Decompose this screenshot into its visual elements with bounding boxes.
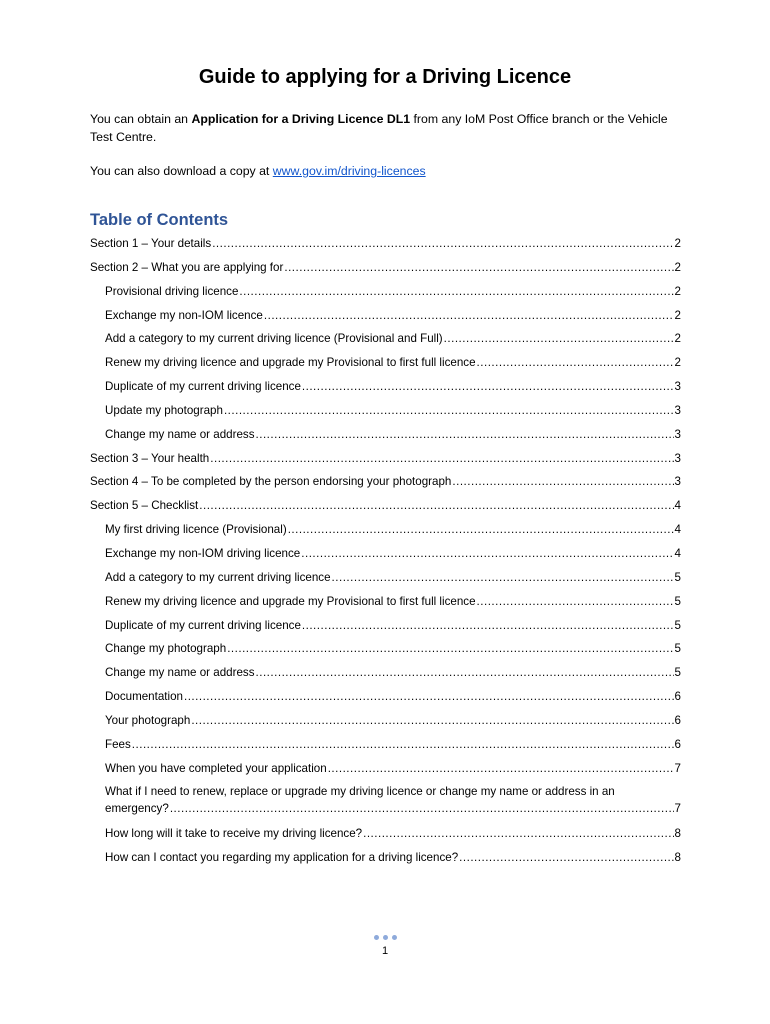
- toc-entry-emergency[interactable]: [105, 784, 681, 817]
- toc-entry-first-licence[interactable]: My first driving licence (Provisional) ..... 4: [105, 522, 681, 538]
- toc-heading: Table of Contents: [90, 211, 229, 229]
- toc-entry-duplicate-2[interactable]: Duplicate of my current driving licence ..... 5: [105, 618, 681, 634]
- toc-entry-provisional[interactable]: Provisional driving licence ..... 2: [105, 284, 681, 300]
- toc-entry-how-long[interactable]: How long will it take to receive my driving licence? ..... 8: [105, 826, 681, 842]
- toc-entry-exchange[interactable]: Exchange my non-IOM licence ..... 2: [105, 308, 681, 324]
- document-title: Guide to applying for a Driving Licence: [198, 66, 572, 88]
- toc-entry-duplicate[interactable]: Duplicate of my current driving licence ..... 3: [105, 379, 681, 395]
- intro-suffix: from any IoM Post Office branch or the Vehicle Test Centre.: [90, 112, 668, 144]
- toc-entry-section-3[interactable]: Section 3 – Your health ..... 3: [90, 451, 681, 467]
- download-prefix: You can also download a copy at: [90, 164, 273, 178]
- download-link[interactable]: www.gov.im/driving-licences: [272, 164, 426, 178]
- toc-entry-change-name-address-2[interactable]: Change my name or address ..... 5: [105, 665, 681, 681]
- toc-entry-fees[interactable]: Fees ..... 6: [105, 737, 681, 753]
- toc-entry-renew-upgrade-2[interactable]: Renew my driving licence and upgrade my Provisional to first full licence ..... 5: [105, 594, 681, 610]
- toc-entry-add-category[interactable]: Add a category to my current driving licence (Provisional and Full) ..... 2: [105, 331, 681, 347]
- toc-entry-change-photograph[interactable]: Change my photograph ..... 5: [105, 641, 681, 657]
- toc-entry-emergency-line2: emergency?: [105, 801, 169, 815]
- toc-entry-update-photograph[interactable]: Update my photograph ..... 3: [105, 403, 681, 419]
- toc-entry-section-1[interactable]: Section 1 – Your details ..... 2: [90, 236, 681, 252]
- toc-entry-contact[interactable]: How can I contact you regarding my application for a driving licence? ..... 8: [105, 850, 681, 866]
- footer-ellipsis-icon: [0, 935, 770, 940]
- toc-entry-completed-application[interactable]: When you have completed your application ..... 7: [105, 761, 681, 777]
- toc-entry-section-4[interactable]: Section 4 – To be completed by the person endorsing your photograph ..... 3: [90, 474, 681, 490]
- download-paragraph: [90, 162, 690, 180]
- toc-entry-exchange-non-iom[interactable]: Exchange my non-IOM driving licence ..... 4: [105, 546, 681, 562]
- intro-prefix: You can obtain an: [90, 112, 192, 126]
- toc-entry-emergency-line1: What if I need to renew, replace or upgrade my driving licence or change my name or address in an: [105, 785, 615, 798]
- toc-entry-emergency-page: 7: [674, 801, 681, 815]
- intro-paragraph: [90, 110, 690, 146]
- toc-entry-section-2[interactable]: Section 2 – What you are applying for ..... 2: [90, 260, 681, 276]
- toc-entry-section-5[interactable]: Section 5 – Checklist ..... 4: [90, 498, 681, 514]
- page-number: 1: [381, 945, 389, 957]
- toc-entry-your-photograph[interactable]: Your photograph ..... 6: [105, 713, 681, 729]
- toc-entry-renew-upgrade[interactable]: Renew my driving licence and upgrade my Provisional to first full licence ..... 2: [105, 355, 681, 371]
- toc-entry-change-name-address[interactable]: Change my name or address ..... 3: [105, 427, 681, 443]
- intro-bold-form-name: Application for a Driving Licence DL1: [191, 112, 411, 126]
- toc-entry-add-category-2[interactable]: Add a category to my current driving licence ..... 5: [105, 570, 681, 586]
- toc-entry-documentation[interactable]: Documentation ..... 6: [105, 689, 681, 705]
